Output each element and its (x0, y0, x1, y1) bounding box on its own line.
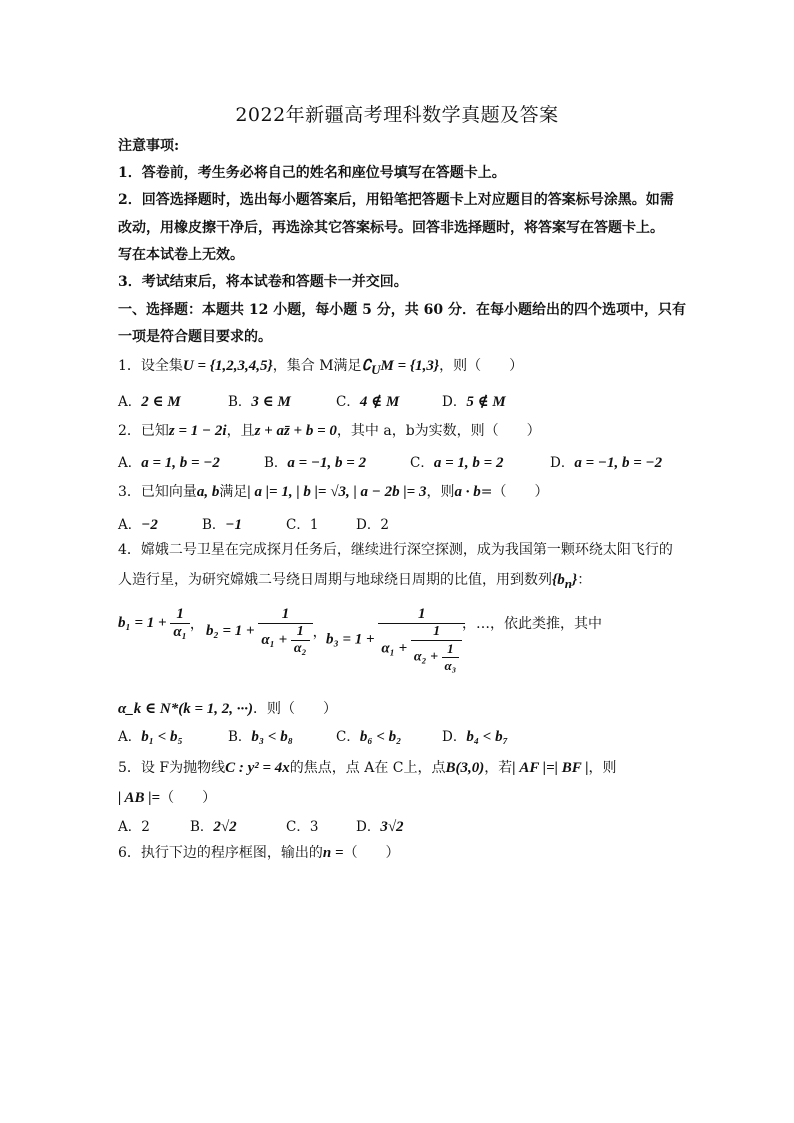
q3-conditions: | a |= 1, | b |= √3, | a − 2b |= 3 (247, 484, 427, 500)
q5-suffix: ，则 (588, 760, 617, 776)
q2-z: z = 1 − 2i (168, 423, 227, 439)
q5-ab: | AB |= (118, 790, 161, 806)
q3-suffix: =（ ） (480, 484, 549, 500)
q1-complement-symbol: ∁ (361, 358, 372, 374)
q4-b2-fraction: 1 α₁ + $\frac{1}{\text{α₂}}$ (258, 606, 312, 657)
q5-option-b: B．2√2 (190, 819, 237, 835)
q3-mid-1: 满足 (219, 484, 248, 500)
q4-sequence: {b (552, 572, 565, 588)
q1-option-c: C．4 ∉ M (336, 394, 400, 410)
q5-option-d: D．3√2 (356, 819, 404, 835)
q2-equation: z + az̄ + b = 0 (254, 423, 337, 439)
q4-b1-lhs: b₁ = 1 + (118, 615, 167, 631)
q5-option-a: A．2 (118, 819, 150, 835)
q1-complement-sub: U (371, 361, 381, 377)
section-1-intro-line-1: 一、选择题：本题共 12 小题，每小题 5 分，共 60 分．在每小题给出的四个选项中，只有 (118, 302, 686, 318)
q3-option-c: C．1 (286, 517, 319, 533)
q2-mid: ，且 (226, 423, 255, 439)
q2-option-d: D．a = −1, b = −2 (550, 455, 663, 471)
q4-b1-fraction: $\frac{1}{\text{α₁}}$ (170, 606, 190, 641)
q4-option-d: D．b₄ < b₇ (442, 729, 508, 745)
question-2 (118, 421, 688, 441)
q1-option-a: A．2 ∈ M (118, 394, 181, 410)
q4-sequence-sub: n (564, 575, 572, 591)
q5-mid-2: ，若 (484, 760, 513, 776)
q1-suffix: ，则（ ） (439, 358, 524, 374)
q4-option-c: C．b₆ < b₂ (336, 729, 402, 745)
q1-set-m: M = {1,3} (380, 358, 440, 374)
q6-suffix: （ ） (343, 845, 400, 861)
q3-option-b: B．−1 (202, 517, 243, 533)
q3-dot-product: a · b (454, 484, 481, 500)
note-3: 3．考试结束后，将本试卷和答题卡一并交回。 (118, 274, 408, 290)
note-2-line-3: 写在本试卷上无效。 (118, 247, 244, 263)
q4-colon: ： (577, 572, 592, 588)
q4-b2-formula: b₂ = 1 + 1 α₁ + $\frac{1}{\text{α₂}}$ ， (206, 606, 327, 656)
question-1 (118, 356, 688, 380)
q1-option-b: B．3 ∈ M (228, 394, 291, 410)
note-1: 1．答卷前，考生务必将自己的姓名和座位号填写在答题卡上。 (118, 165, 506, 181)
q4-etc: ，…，依此类推，其中 (462, 616, 602, 632)
q2-suffix: ，其中 a，b为实数，则（ ） (336, 423, 541, 439)
q3-option-d: D．2 (356, 517, 389, 533)
q1-option-d: D．5 ∉ M (442, 394, 506, 410)
page-title: 2022年新疆高考理科数学真题及答案 (235, 104, 559, 126)
q5-condition: | AF |=| BF | (512, 760, 589, 776)
q4-suffix: ．则（ ） (253, 701, 338, 717)
q4-b2-lhs: b₂ = 1 + (206, 623, 255, 639)
q5-point-b: B(3,0) (445, 760, 485, 776)
note-2-line-1: 2．回答选择题时，选出每小题答案后，用铅笔把答题卡上对应题目的答案标号涂黑。如需 (118, 192, 674, 208)
q2-prefix: 2．已知 (118, 423, 169, 439)
question-4-line-1: 4．嫦娥二号卫星在完成探月任务后，继续进行深空探测，成为我国第一颗环绕太阳飞行的 (118, 542, 673, 558)
q5-tail: （ ） (160, 790, 217, 806)
section-1-intro-line-2: 一项是符合题目要求的。 (118, 329, 272, 345)
q6-n: n = (322, 845, 344, 861)
q4-sequence-end: } (571, 572, 578, 588)
q1-mid: ，集合 M满足 (272, 358, 362, 374)
q4-b3-formula (326, 606, 465, 674)
q5-parabola: C : y² = 4x (225, 760, 290, 776)
note-2-line-2: 改动，用橡皮擦干净后，再选涂其它答案标号。回答非选择题时，将答案写在答题卡上。 (118, 220, 664, 236)
q2-option-a: A．a = 1, b = −2 (118, 455, 220, 471)
q4-condition (118, 699, 688, 719)
q4-option-a: A．b₁ < b₅ (118, 729, 183, 745)
q3-prefix: 3．已知向量 (118, 484, 197, 500)
q3-vectors: a, b (196, 484, 220, 500)
q4-option-b: B．b₃ < b₈ (228, 729, 293, 745)
q4-b1-formula: b₁ = 1 + $\frac{1}{\text{α₁}}$ ， (118, 606, 204, 640)
q3-mid-2: ，则 (426, 484, 455, 500)
question-5 (118, 758, 688, 778)
q4-b3-lhs: b₃ = 1 + (326, 631, 375, 648)
q5-prefix: 5．设 F为抛物线 (118, 760, 226, 776)
notes-heading: 注意事项: (118, 138, 180, 154)
q4-condition-expr: α_k ∈ N*(k = 1, 2, ···) (118, 701, 254, 717)
q2-option-c: C．a = 1, b = 2 (410, 455, 504, 471)
q5-option-c: C．3 (286, 819, 319, 835)
q4-line-2-text: 人造行星，为研究嫦娥二号绕日周期与地球绕日周期的比值，用到数列 (118, 572, 552, 588)
q3-option-a: A．−2 (118, 517, 158, 533)
question-6 (118, 843, 688, 863)
question-3 (118, 482, 688, 502)
q2-option-b: B．a = −1, b = 2 (264, 455, 367, 471)
q1-universal-set: U = {1,2,3,4,5} (182, 358, 273, 374)
q1-prefix: 1．设全集 (118, 358, 183, 374)
q5-mid-1: 的焦点，点 A在 C上，点 (289, 760, 446, 776)
question-5-line-2 (118, 788, 688, 808)
q4-b3-fraction: 1 α₁ + 1 α₂ + $\frac{1}{\text{α₃}}$ (378, 606, 465, 674)
question-4-line-2 (118, 570, 688, 594)
q6-prefix: 6．执行下边的程序框图，输出的 (118, 845, 323, 861)
